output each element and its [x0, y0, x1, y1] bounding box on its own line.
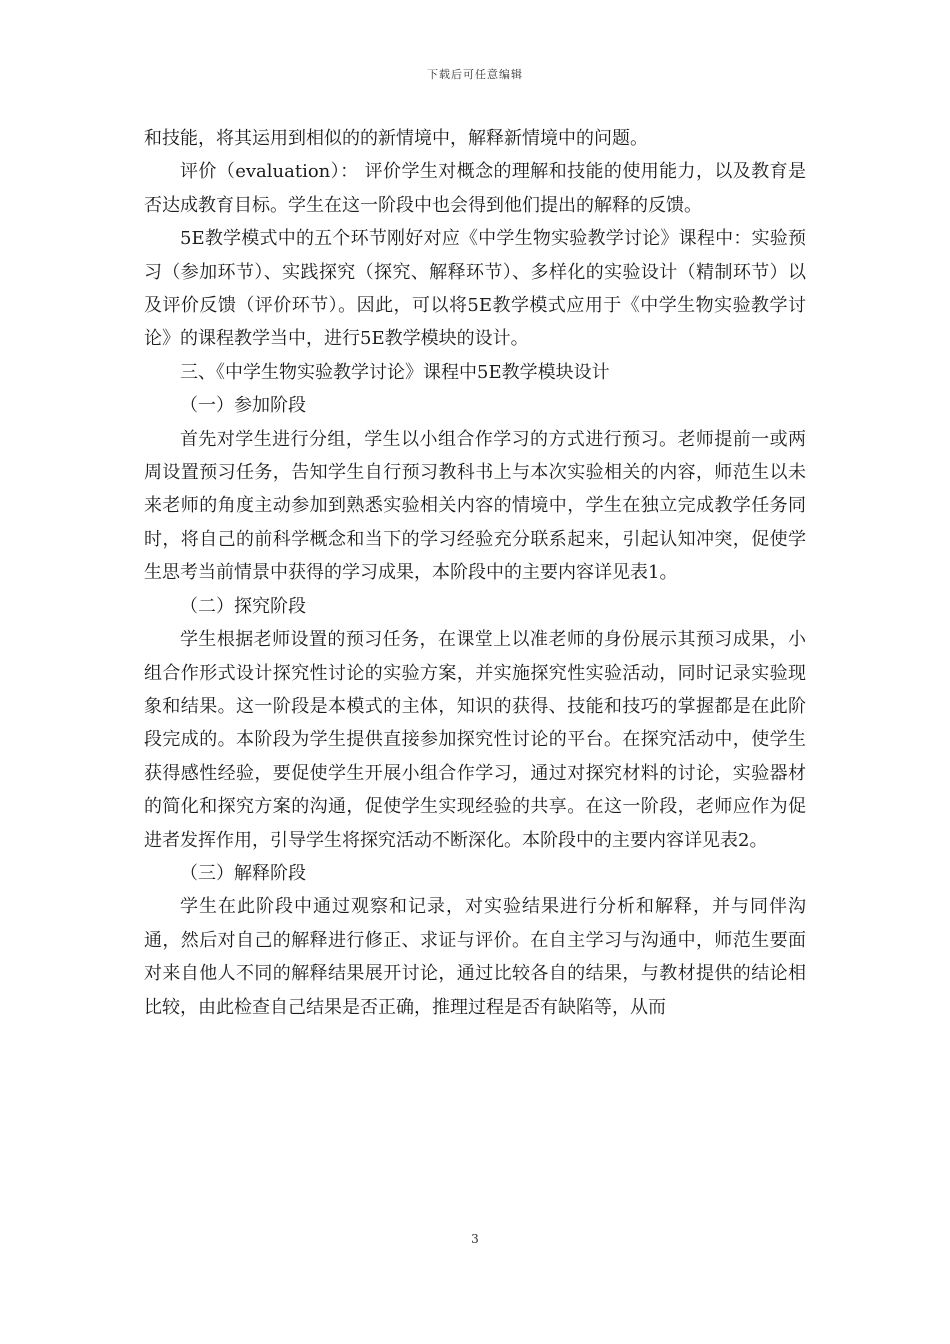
paragraph-5e-mapping: 5E教学模式中的五个环节刚好对应《中学生物实验教学讨论》课程中：实验预习（参加环节）、实践探究（探究、解释环节）、多样化的实验设计（精制环节）以及评价反馈（评价环节）。因此，可以将5E教学模式应用于《中学生物实验教学讨论》的课程教学当中，进行5E教学模块的设计。	[144, 228, 806, 350]
paragraph-continuation: 和技能，将其运用到相似的的新情境中，解释新情境中的问题。	[144, 128, 648, 149]
subsection-heading-explain: （三）解释阶段	[180, 862, 306, 884]
paragraph-engage: 首先对学生进行分组，学生以小组合作学习的方式进行预习。老师提前一或两周设置预习任务，告知学生自行预习教科书上与本次实验相关的内容，师范生以未来老师的角度主动参加到熟悉实验相关内容的情境中，学生在独立完成教学任务同时，将自己的前科学概念和当下的学习经验充分联系起来，引起认知冲突，促使学生思考当前情景中获得的学习成果，本阶段中的主要内容详见表1。	[144, 428, 806, 584]
page-header: 下载后可任意编辑	[427, 68, 523, 81]
page-number: 3	[471, 1232, 479, 1246]
paragraph-explore: 学生根据老师设置的预习任务，在课堂上以准老师的身份展示其预习成果，小组合作形式设计探究性讨论的实验方案，并实施探究性实验活动，同时记录实验现象和结果。这一阶段是本模式的主体，知识的获得、技能和技巧的掌握都是在此阶段完成的。本阶段为学生提供直接参加探究性讨论的平台。在探究活动中，使学生获得感性经验，要促使学生开展小组合作学习，通过对探究材料的讨论，实验器材的简化和探究方案的沟通，促使学生实现经验的共享。在这一阶段，老师应作为促进者发挥作用，引导学生将探究活动不断深化。本阶段中的主要内容详见表2。	[144, 629, 806, 851]
subsection-heading-explore: （二）探究阶段	[180, 595, 306, 617]
subsection-heading-engage: （一）参加阶段	[180, 395, 306, 417]
section-heading: 三、《中学生物实验教学讨论》课程中5E教学模块设计	[180, 361, 610, 383]
paragraph-evaluation: 评价（evaluation）： 评价学生对概念的理解和技能的使用能力，以及教育是否达成教育目标。学生在这一阶段中也会得到他们提出的解释的反馈。	[144, 161, 806, 216]
document-body	[144, 122, 806, 1024]
paragraph-explain: 学生在此阶段中通过观察和记录，对实验结果进行分析和解释，并与同伴沟通，然后对自己的解释进行修正、求证与评价。在自主学习与沟通中，师范生要面对来自他人不同的解释结果展开讨论，通过比较各自的结果，与教材提供的结论相比较，由此检查自己结果是否正确，推理过程是否有缺陷等，从而	[144, 896, 806, 1018]
